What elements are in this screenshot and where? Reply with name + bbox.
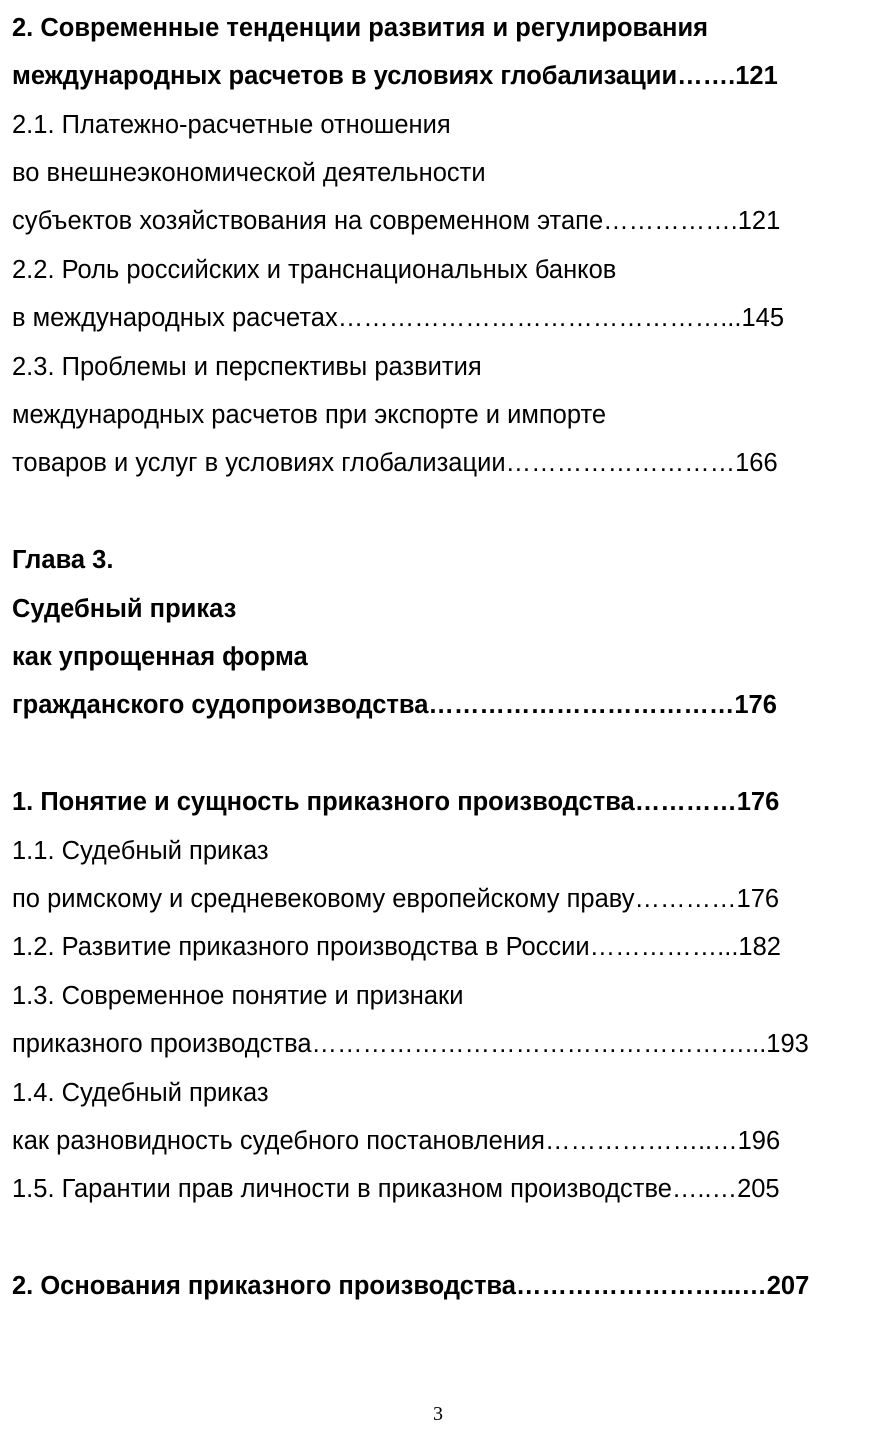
toc-entry-1-3-line-2: приказного производства……………………………………………...193 — [12, 1030, 809, 1058]
toc-section-2-title-line-1: 2. Современные тенденции развития и регулирования — [12, 14, 709, 42]
toc-entry-1-1-line-2: по римскому и средневековому европейскому праву…………176 — [12, 885, 780, 913]
toc-chapter-3-line-3: как упрощенная форма — [12, 643, 308, 671]
toc-chapter-3-line-1: Глава 3. — [12, 546, 114, 574]
toc-entry-1-4-line-1: 1.4. Судебный приказ — [12, 1079, 269, 1107]
toc-entry-2-3-line-1: 2.3. Проблемы и перспективы развития — [12, 353, 482, 381]
toc-entry-2-2-line-2: в международных расчетах………………………………………...145 — [12, 304, 785, 332]
page-number: 3 — [433, 1403, 443, 1425]
toc-chapter-3-line-2: Судебный приказ — [12, 595, 237, 623]
toc-section-1-title: 1. Понятие и сущность приказного производства…………176 — [12, 788, 780, 816]
toc-entry-2-1-line-2: во внешнеэкономической деятельности — [12, 159, 486, 187]
toc-chapter-3-line-4: гражданского судопроизводства………………………………176 — [12, 691, 777, 719]
toc-section-2-title-line-2: международных расчетов в условиях глобализации…….121 — [12, 62, 778, 90]
toc-entry-1-5: 1.5. Гарантии прав личности в приказном производстве…..…205 — [12, 1175, 780, 1203]
toc-entry-1-1-line-1: 1.1. Судебный приказ — [12, 837, 269, 865]
toc-entry-2-1-line-1: 2.1. Платежно-расчетные отношения — [12, 111, 451, 139]
toc-entry-2-3-line-3: товаров и услуг в условиях глобализации………………………166 — [12, 449, 778, 477]
toc-entry-2-2-line-1: 2.2. Роль российских и транснациональных банков — [12, 256, 617, 284]
toc-entry-1-4-line-2: как разновидность судебного постановления………………..…196 — [12, 1127, 781, 1155]
toc-entry-1-3-line-1: 1.3. Современное понятие и признаки — [12, 982, 464, 1010]
toc-section-2b-title: 2. Основания приказного производства……………………...…207 — [12, 1272, 810, 1300]
toc-entry-2-3-line-2: международных расчетов при экспорте и импорте — [12, 401, 607, 429]
toc-entry-1-2: 1.2. Развитие приказного производства в России……………...182 — [12, 933, 781, 961]
toc-entry-2-1-line-3: субъектов хозяйствования на современном этапе…………….121 — [12, 207, 781, 235]
